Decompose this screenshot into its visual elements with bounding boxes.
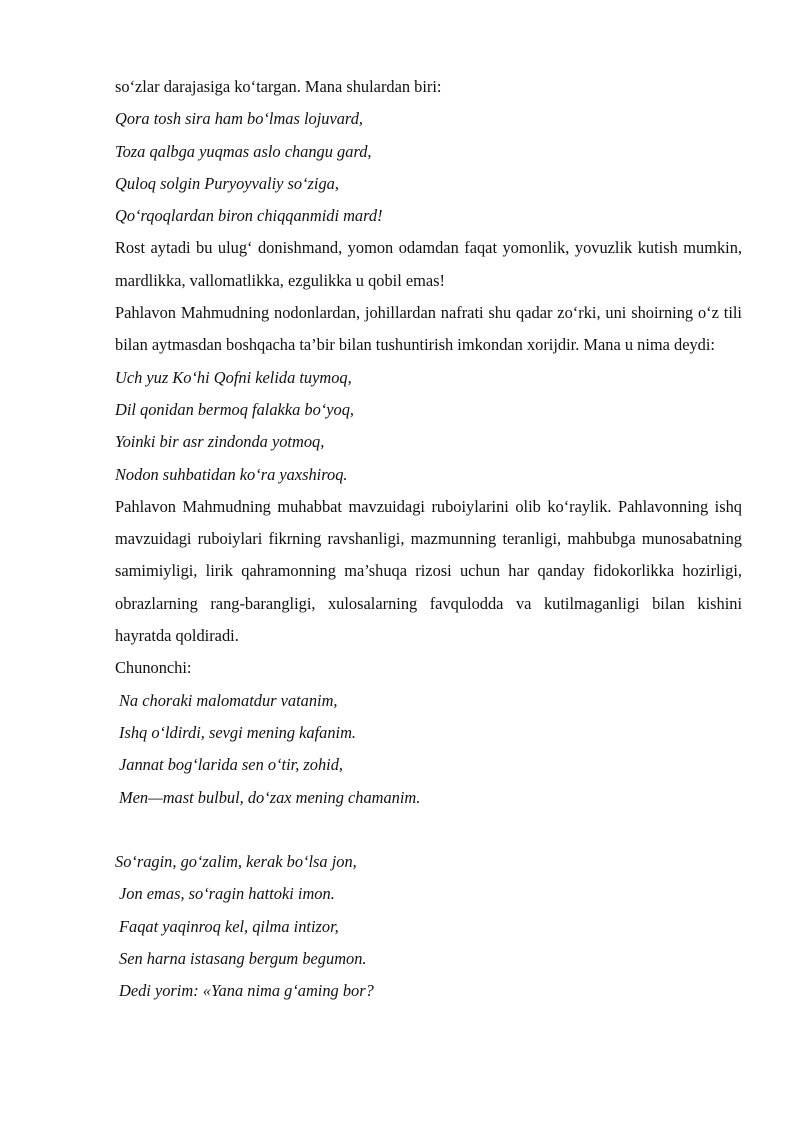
verse-line: Quloq solgin Puryoyvaliy so‘ziga,: [115, 173, 339, 193]
verse-line: So‘ragin, go‘zalim, kerak bo‘lsa jon,: [115, 852, 357, 872]
verse-line: Qora tosh sira ham bo‘lmas lojuvard,: [115, 109, 363, 129]
verse-line: Jannat bog‘larida sen o‘tir, zohid,: [119, 755, 344, 775]
verse-block-1: [115, 103, 742, 232]
verse-block-4: [115, 846, 742, 1007]
verse-line: Yoinki bir asr zindonda yotmoq,: [115, 432, 325, 452]
verse-line: Na choraki malomatdur vatanim,: [119, 690, 338, 710]
paragraph-2: Pahlavon Mahmudning nodonlardan, johillardan nafrati shu qadar zo‘rki, uni shoirning o‘z tili bilan aytmasdan boshqacha ta’bir bilan tushuntirish imkondan xorijdir. Mana u nima deydi:: [115, 303, 742, 355]
verse-block-2: [115, 362, 742, 491]
verse-line: Dil qonidan bermoq falakka bo‘yoq,: [115, 399, 354, 419]
verse-line: Toza qalbga yuqmas aslo changu gard,: [115, 141, 372, 161]
verse-line: Jon emas, so‘ragin hattoki imon.: [119, 884, 335, 904]
verse-line: Faqat yaqinroq kel, qilma intizor,: [119, 916, 339, 936]
intro-line: so‘zlar darajasiga ko‘targan. Mana shulardan biri:: [115, 77, 442, 96]
paragraph-1: Rost aytadi bu ulug‘ donishmand, yomon odamdan faqat yomonlik, yovuzlik kutish mumkin, mardlikka, vallomatlikka, ezgulikka u qobil emas!: [115, 238, 742, 290]
document-page: [115, 71, 742, 1008]
verse-line: Ishq o‘ldirdi, sevgi mening kafanim.: [119, 722, 357, 742]
verse-line: Men—mast bulbul, do‘zax mening chamanim.: [119, 787, 421, 807]
verse-line: Dedi yorim: «Yana nima g‘aming bor?: [119, 981, 374, 1001]
verse-line: Nodon suhbatidan ko‘ra yaxshiroq.: [115, 464, 348, 484]
verse-line: Qo‘rqoqlardan biron chiqqanmidi mard!: [115, 206, 383, 226]
blank-line: [115, 814, 742, 846]
verse-block-3: [115, 685, 742, 814]
paragraph-3: Pahlavon Mahmudning muhabbat mavzuidagi ruboiylarini olib ko‘raylik. Pahlavonning ishq mavzuidagi ruboiylari fikrning ravshanligi, mazmunning teranligi, mahbubga munosabatning samimiyligi, lirik qahramonning ma’shuqa rizosi uchun har qanday fidokorlikka hozirligi, obrazlarning rang-barangligi, xulosalarning favqulodda va kutilmaganligi bilan kishini hayratda qoldiradi.: [115, 496, 742, 646]
verse-line: Uch yuz Ko‘hi Qofni kelida tuymoq,: [115, 367, 352, 387]
verse-line: Sen harna istasang bergum begumon.: [119, 949, 367, 969]
chunonchi-line: Chunonchi:: [115, 658, 192, 678]
